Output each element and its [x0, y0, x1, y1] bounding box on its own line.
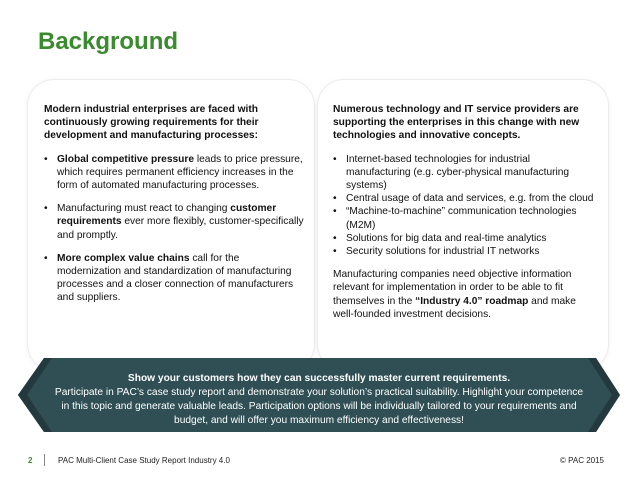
right-column: [333, 103, 595, 321]
para-pre: Manufacturing companies need objective information relevant for implementation in order to be able to fit themselves in the: [333, 269, 572, 307]
right-intro: Numerous technology and IT service providers are supporting the enterprises in this change with new technologies and innovative concepts.: [333, 104, 580, 142]
bullet-bold: Global competitive pressure: [57, 153, 195, 165]
right-paragraph: [333, 268, 595, 321]
page-title: Background: [38, 28, 179, 55]
right-bullet-2: • Central usage of data and services, e.g. from the cloud: [333, 192, 595, 205]
left-bullet-list: [44, 153, 306, 305]
bullet-text: leads to price pressure, which requires permanent efficiency increases in the form of automated manufacturing processes.: [57, 153, 303, 192]
left-bullet-2: [44, 202, 306, 242]
bullet-bold: customer requirements: [57, 203, 277, 228]
right-bullet-3: • “Machine-to-machine” communication technologies (M2M): [333, 205, 595, 231]
right-bullet-5: • Security solutions for industrial IT networks: [333, 245, 595, 258]
right-bullet-4: • Solutions for big data and real-time analytics: [333, 232, 595, 245]
para-post: and make well-founded investment decisions.: [333, 295, 576, 320]
bullet-bold: More complex value chains: [57, 252, 190, 264]
bullet-text: call for the modernization and standardization of manufacturing processes and a closer connection of manufacturers and suppliers.: [57, 252, 294, 304]
left-bullet-3: [44, 252, 306, 305]
right-bullet-list: [333, 153, 595, 259]
page-number: 2: [28, 456, 33, 465]
bullet-pre: Manufacturing must react to changing: [57, 203, 231, 215]
banner-body: Participate in PAC’s case study report and demonstrate your solution’s practical suitability. Highlight your competence in this topic and generate valuable leads. Participation options will be individually tailored to your requirements and budget, and will offer you maximum efficiency and effectiveness!: [54, 387, 584, 426]
banner-headline: Show your customers how they can successfully master current requirements.: [127, 373, 511, 384]
banner-text: [52, 372, 586, 428]
left-bullet-1: [44, 153, 306, 193]
para-bold: “Industry 4.0” roadmap: [415, 295, 529, 307]
report-name: PAC Multi-Client Case Study Report Industry 4.0: [58, 456, 230, 465]
bullet-text: ever more flexibly, customer-specifically and promptly.: [57, 216, 304, 241]
left-intro: Modern industrial enterprises are faced with continuously growing requirements for their development and manufacturing processes:: [44, 104, 259, 142]
footer: [0, 452, 638, 472]
copyright: © PAC 2015: [560, 456, 604, 465]
left-column: [44, 103, 306, 315]
right-bullet-1: • Internet-based technologies for industrial manufacturing (e.g. cyber-physical manufacturing systems): [333, 153, 595, 193]
call-to-action-banner: [0, 344, 638, 432]
footer-divider: [44, 454, 45, 466]
